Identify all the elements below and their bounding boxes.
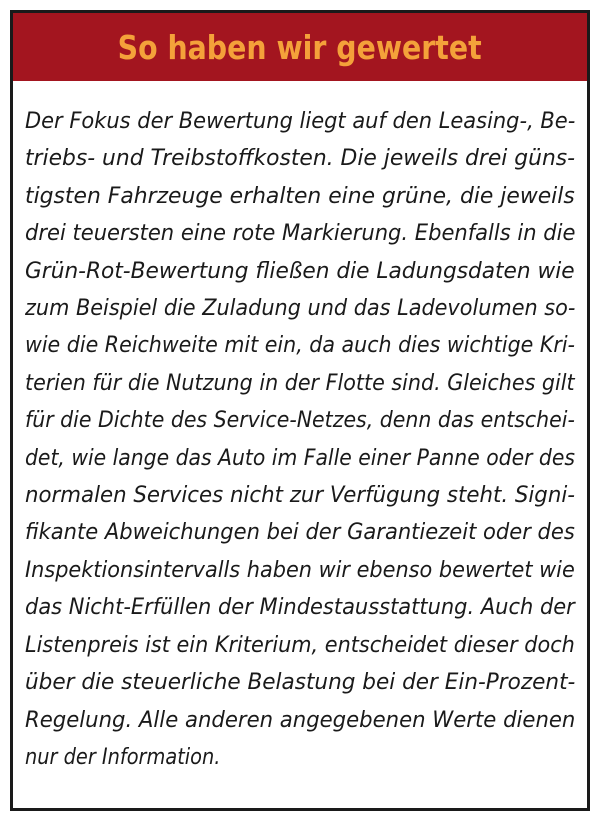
info-box-header [13, 13, 587, 81]
info-box-body [13, 81, 587, 776]
body-line: Grün-Rot-Bewertung fließen die Ladungsdaten wie [25, 257, 575, 284]
body-line: normalen Services nicht zur Verfügung steht. Signi- [25, 482, 575, 509]
body-line: Listenpreis ist ein Kriterium, entscheidet dieser doch [25, 631, 575, 658]
body-line: terien für die Nutzung in der Flotte sind. Gleiches gilt [25, 369, 575, 396]
body-line: fikante Abweichungen bei der Garantiezeit oder des [25, 519, 575, 546]
body-line: das Nicht-Erfüllen der Mindestausstattung. Auch der [25, 594, 575, 621]
body-line: det, wie lange das Auto im Falle einer Panne oder des [25, 444, 575, 471]
body-line: Der Fokus der Bewertung liegt auf den Leasing-, Be- [25, 108, 576, 134]
info-box [10, 10, 590, 811]
body-line: drei teuersten eine rote Markierung. Ebenfalls in die [25, 220, 576, 247]
body-line: nur der Information. [25, 743, 221, 770]
body-line: tigsten Fahrzeuge erhalten eine grüne, die jeweils [25, 182, 575, 209]
body-line: Regelung. Alle anderen angegebenen Werte dienen [25, 706, 576, 733]
body-line: über die steuerliche Belastung bei der Ein-Prozent- [25, 669, 576, 696]
body-line: zum Beispiel die Zuladung und das Ladevolumen so- [25, 295, 576, 322]
body-line: wie die Reichweite mit ein, da auch dies wichtige Kri- [25, 332, 575, 359]
info-box-title: So haben wir gewertet [117, 27, 483, 67]
body-line: Inspektionsintervalls haben wir ebenso bewertet wie [25, 556, 575, 583]
body-line: für die Dichte des Service-Netzes, denn das entschei- [25, 407, 575, 434]
body-line: triebs- und Treibstoffkosten. Die jeweils drei güns- [25, 145, 576, 172]
